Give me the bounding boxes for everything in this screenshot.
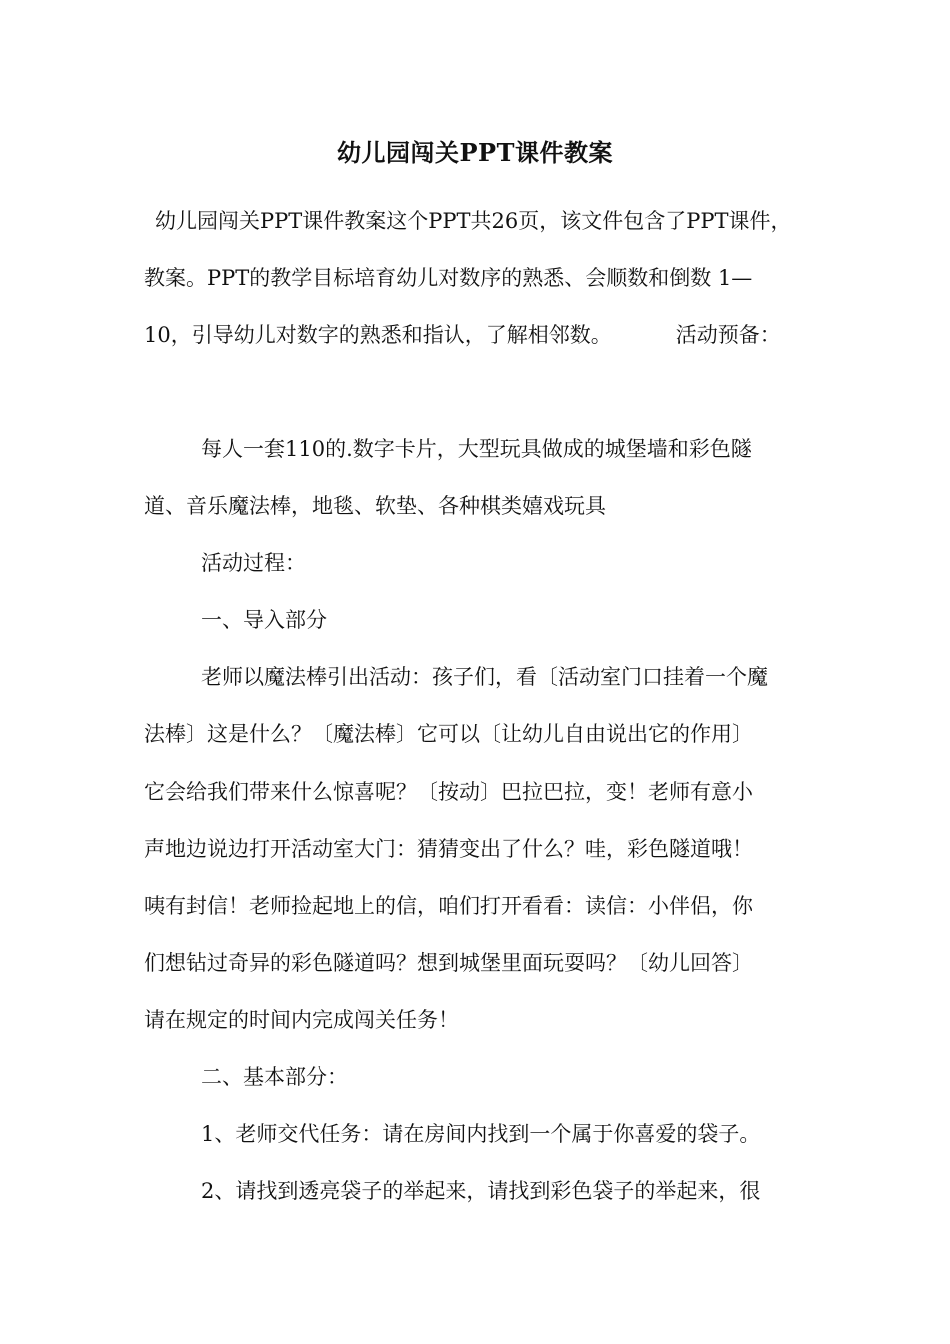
document-title: 幼儿园闯关PPT课件教案 — [337, 138, 613, 167]
paragraph-line: 它会给我们带来什么惊喜呢？〔按动〕巴拉巴拉，变！老师有意小 — [144, 780, 753, 804]
section-heading-process: 活动过程： — [201, 551, 306, 575]
paragraph-line: 咦有封信！老师捡起地上的信，咱们打开看看：读信：小伴侣，你 — [144, 894, 753, 918]
paragraph-line: 道、音乐魔法棒，地毯、软垫、各种棋类嬉戏玩具 — [144, 494, 606, 518]
paragraph-line: 2、请找到透亮袋子的举起来，请找到彩色袋子的举起来，很 — [201, 1179, 761, 1203]
paragraph-line: 幼儿园闯关PPT课件教案这个PPT共26页，该文件包含了PPT课件， — [155, 209, 792, 233]
section-heading-preparation: 活动预备： — [675, 323, 781, 347]
section-heading-intro: 一、导入部分 — [201, 608, 327, 632]
paragraph-line: 法棒〕这是什么？〔魔法棒〕它可以〔让幼儿自由说出它的作用〕 — [144, 722, 753, 746]
paragraph-line: 每人一套110的.数字卡片，大型玩具做成的城堡墙和彩色隧 — [201, 437, 752, 461]
paragraph-line: 老师以魔法棒引出活动：孩子们，看〔活动室门口挂着一个魔 — [201, 665, 768, 689]
paragraph-line: 教案。PPT的教学目标培育幼儿对数序的熟悉、会顺数和倒数 1— — [144, 266, 753, 290]
paragraph-line: 们想钻过奇异的彩色隧道吗？想到城堡里面玩耍吗？〔幼儿回答〕 — [144, 951, 753, 975]
paragraph-line: 1、老师交代任务：请在房间内找到一个属于你喜爱的袋子。 — [201, 1122, 761, 1146]
paragraph-line-text: 10，引导幼儿对数字的熟悉和指认，了解相邻数。 — [144, 323, 612, 347]
paragraph-line: 声地边说边打开活动室大门：猜猜变出了什么？哇，彩色隧道哦！ — [144, 837, 753, 861]
paragraph-line-with-heading — [144, 319, 781, 351]
section-heading-basic: 二、基本部分： — [201, 1065, 348, 1089]
paragraph-line: 请在规定的时间内完成闯关任务！ — [144, 1008, 459, 1032]
